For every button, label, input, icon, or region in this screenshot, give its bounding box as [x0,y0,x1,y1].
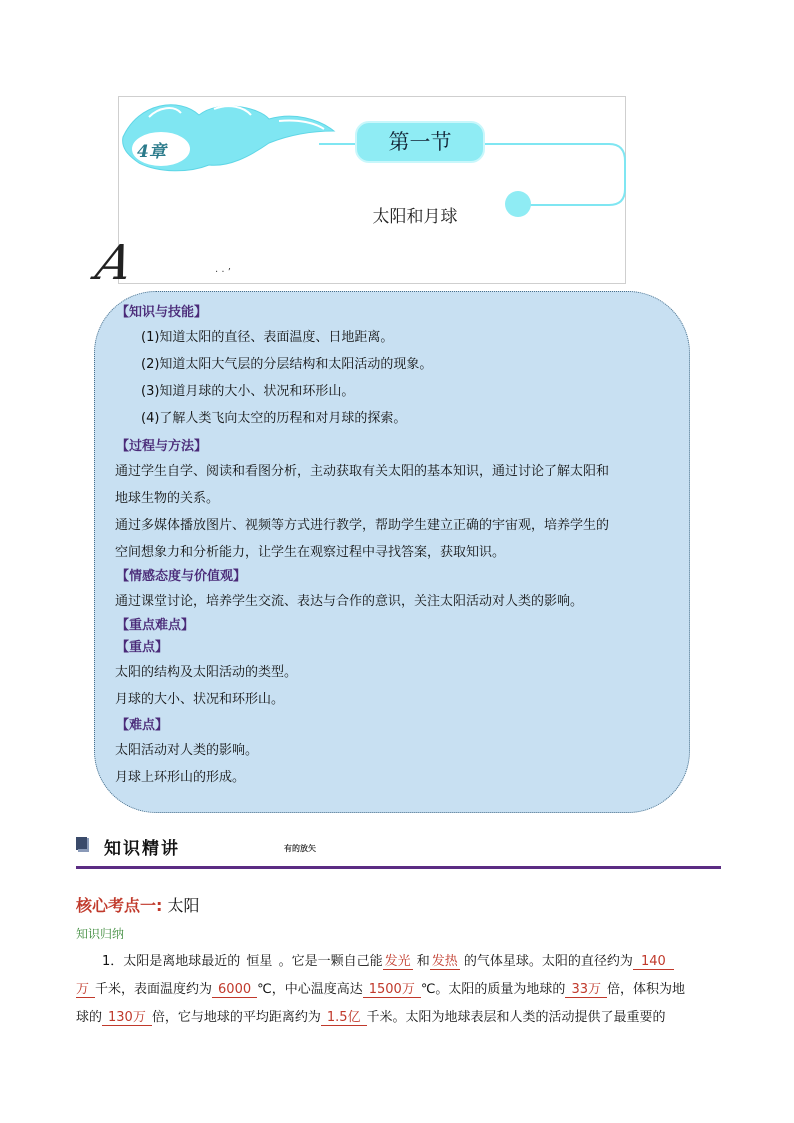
process-heading: 【过程与方法】 [116,439,208,454]
text-run: 。它是一颗自己能 [278,954,383,969]
section-heading [76,833,721,871]
answer-blank: 130万 [102,1010,152,1026]
section-tag: 有的放矢 [284,844,316,853]
emotion-line: 通过课堂讨论，培养学生交流、表达与合作的意识，关注太阳活动对人类的影响。 [115,594,584,609]
objectives-box [94,291,690,813]
knowledge-item: (2)知道太阳大气层的分层结构和太阳活动的现象。 [141,357,433,372]
decorative-letter: A [91,235,138,291]
answer-blank: 发热 [431,954,458,969]
text-run: 1．太阳是离地球最近的 [102,954,241,969]
difficult-line: 太阳活动对人类的影响。 [115,743,259,758]
chapter-number: 4章 [137,142,166,162]
process-line: 通过学生自学、阅读和看图分析，主动获取有关太阳的基本知识，通过讨论了解太阳和 [115,464,610,479]
answer-blank: 万 [76,982,95,998]
text-run: 千米。太阳为地球表层和人类的活动提供了最重要的 [366,1010,666,1025]
process-line: 地球生物的关系。 [115,491,220,506]
core-point-label: 核心考点一: [76,896,163,915]
answer-blank: 发光 [384,954,411,969]
knowledge-item: (3)知道月球的大小、状况和环形山。 [141,384,355,399]
answer-blank: 6000 [212,982,257,998]
core-point-topic: 太阳 [167,896,200,915]
answer-blank: 33万 [565,982,607,998]
text-run: 倍，体积为地 [606,982,685,997]
section-divider [76,866,721,869]
difficult-line: 月球上环形山的形成。 [115,770,246,785]
chapter-banner [91,96,626,291]
lesson-title: 太阳和月球 [372,207,458,227]
text-run: 千米，表面温度约为 [95,982,213,997]
answer-blank: 恒星 [246,954,273,969]
key-difficult-heading: 【重点难点】 [116,618,195,633]
text-run: 球的 [76,1010,103,1025]
knowledge-paragraph [76,948,724,1032]
summary-label: 知识归纳 [76,927,125,941]
key-line: 月球的大小、状况和环形山。 [115,692,285,707]
section-pill: 第一节 [355,121,485,163]
key-heading: 【重点】 [116,640,169,655]
answer-blank: 1500万 [363,982,421,998]
process-line: 通过多媒体播放图片、视频等方式进行教学，帮助学生建立正确的宇宙观，培养学生的 [115,518,610,533]
answer-blank: 1.5亿 [321,1010,367,1026]
difficult-heading: 【难点】 [116,718,169,733]
section-title: 知识精讲 [104,839,180,859]
emotion-heading: 【情感态度与价值观】 [116,569,247,584]
answer-blank: 140 [633,954,674,970]
text-run: 的气体星球。太阳的直径约为 [463,954,633,969]
text-run: 和 [416,954,430,969]
text-run: 倍，它与地球的平均距离约为 [151,1010,321,1025]
process-line: 空间想象力和分析能力，让学生在观察过程中寻找答案，获取知识。 [115,545,506,560]
knowledge-item: (1)知道太阳的直径、表面温度、日地距离。 [141,330,394,345]
knowledge-heading: 【知识与技能】 [116,305,208,320]
text-run: ℃，中心温度高达 [257,982,363,997]
knowledge-item: (4)了解人类飞向太空的历程和对月球的探索。 [141,411,407,426]
book-icon [76,837,90,852]
core-point-heading [76,893,200,916]
key-line: 太阳的结构及太阳活动的类型。 [115,665,298,680]
decorative-dots: · · ’ [215,267,231,278]
text-run: ℃。太阳的质量为地球的 [420,982,566,997]
